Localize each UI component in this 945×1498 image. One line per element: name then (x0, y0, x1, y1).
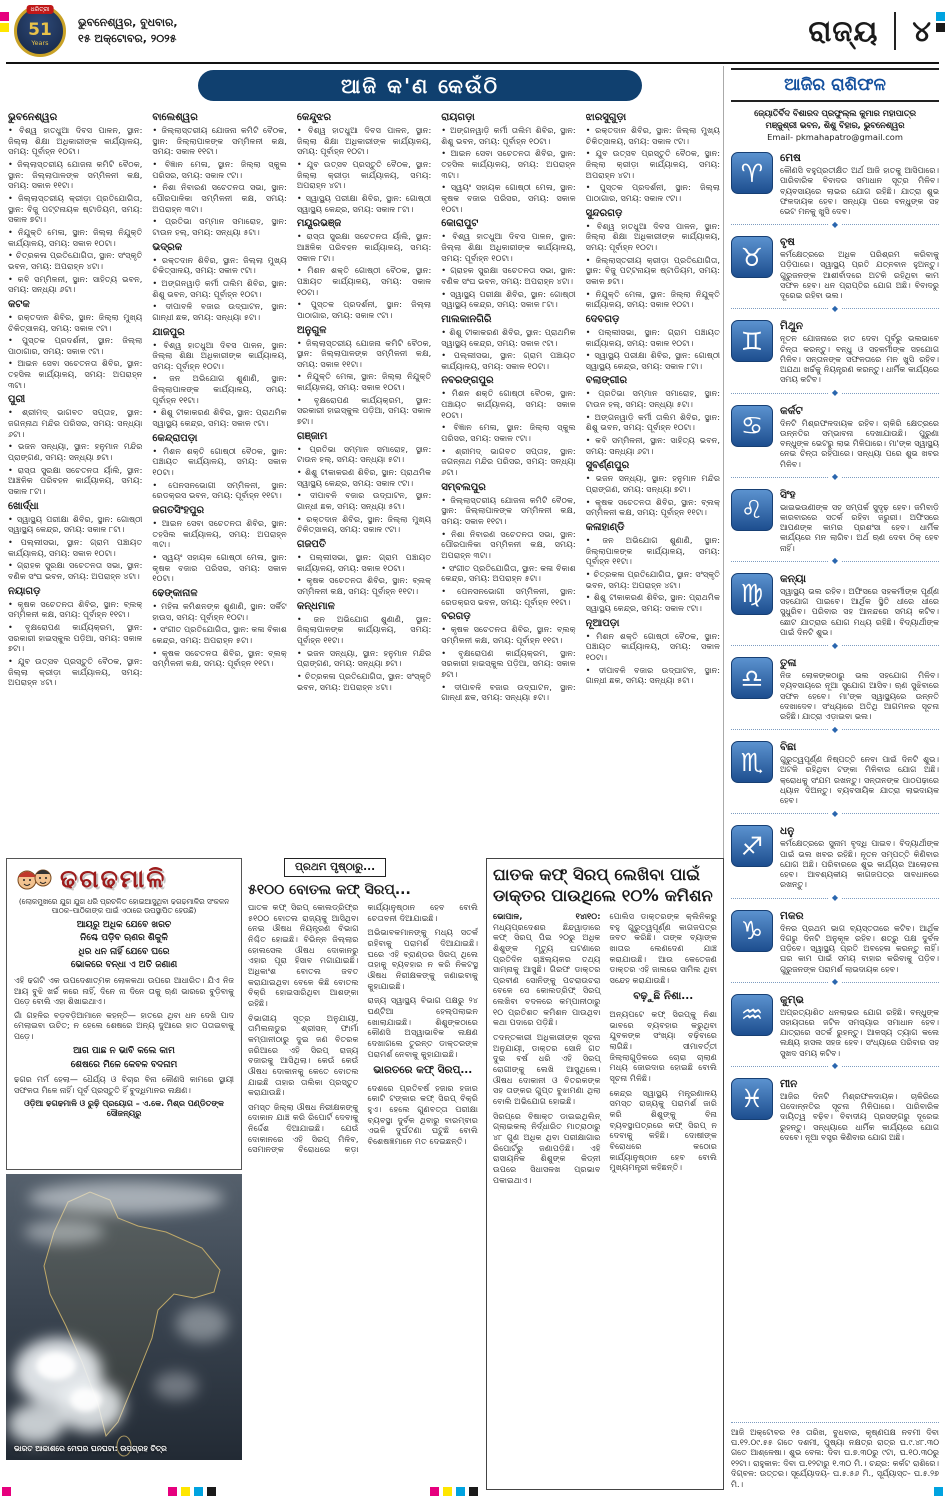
event-item: • ମହିଳା କମିଶନଙ୍କ ଶୁଣାଣି, ସ୍ଥାନ: ସର୍କିଟ ହାଉସ, ସମୟ: ପୂର୍ବାହ୍ନ ୧୦ଟା। (152, 600, 287, 622)
horoscope-entry (731, 818, 939, 893)
article-paragraph: ଘାତକ କଫ୍ ସିରପ୍ କୋଲଡ୍ରିଫ୍‌ର ୫୧୦୦ ବୋତଲ ରାଜ୍ୟକୁ ଆସିଥିବା ନେଇ ଔଷଧ ନିୟନ୍ତ୍ରଣ ବିଭାଗ ନିଶ୍ଚିତ ହୋଇଛି। ବିଭିନ୍ନ ଜିଲ୍ଲାର ହୋଲସେଲ ଔଷଧ ଦୋକାନରୁ ଏହାର ପୂରା ହିସାବ ମଗାଯାଇଛି। ଅଧିକାଂଶ ବୋତଲ ଜବତ କରାଯାଇଥିବା ବେଳେ କିଛି ବୋତଲ ବିକ୍ରି ହୋଇସାରିଥିବା ଆଶଙ୍କା ରହିଛି। (248, 902, 359, 1008)
diamond-icon: ◆ (831, 893, 839, 903)
article-paragraph: ଦେଶରେ ପ୍ରତିବର୍ଷ ହଜାର ହଜାର କୋଟି ଟଙ୍କାର କଫ୍ ସିରପ୍ ବିକ୍ରି ହୁଏ। ହେଲେ ଗୁଣବତ୍ତା ପରୀକ୍ଷା ବ୍ୟବସ୍ଥା ଦୁର୍ବଳ ଥିବାରୁ ବାରମ୍ବାର ଏଭଳି ଦୁର୍ଘଟଣା ଘଟୁଛି ବୋଲି ବିଶେଷଜ୍ଞମାନେ ମତ ଦେଇଛନ୍ତି। (367, 1082, 478, 1147)
zodiac-text: କର୍ମକ୍ଷେତ୍ରରେ ସୁନାମ ବୃଦ୍ଧି ପାଇବ। ବିଦ୍ୟାର୍ଥୀଙ୍କ ପାଇଁ ଭଲ ଖବର ରହିଛି। ନୂତନ ସମ୍ପତ୍ତି କିଣିବାର ଯୋଗ ଅଛି। ପରିବାରରେ ଶୁଭ କାର୍ଯ୍ୟର ଆଲୋଚନା ହେବ। ଆବଶ୍ୟକୀୟ କାଗଜପତ୍ର ସାବଧାନରେ ରଖନ୍ତୁ। (780, 839, 939, 890)
zodiac-text: ଭାଇଭଉଣୀଙ୍କ ସହ ସମ୍ପର୍କ ସୁଦୃଢ଼ ହେବ। ଜମିବାଡ଼ି କାରବାରରେ ସତର୍କ ରହିବା ଜରୁରୀ। ଅଫିସରେ ଆପଣଙ୍କ କାମର ପ୍ରଶଂସା ହେବ। ଧାର୍ମିକ କାର୍ଯ୍ୟରେ ମନ ଲାଗିବ। ଅର୍ଥ ଋଣ ଦେବା ଠିକ୍ ହେବ ନାହିଁ। (780, 502, 939, 553)
humor-paragraph: ଗାଁ ଗହଳିର ବଡ଼ବଡ଼ିଆମାନେ କହନ୍ତି— ହାତରେ ଥିବା ଧନ ଦେଖି ପାଦ ମେଲାଇବା ଉଚିତ; ନ ହେଲେ ଶେଷରେ ଅନ୍ୟ ଦୁଆରେ ହାତ ପତାଇବାକୁ ପଡ଼େ। (14, 1010, 234, 1041)
event-item: • ଚିତ୍ରକଳା ପ୍ରତିଯୋଗିତା, ସ୍ଥାନ: ସଂସ୍କୃତି ଭବନ, ସମୟ: ଅପରାହ୍ନ ୪ଟା। (8, 250, 143, 271)
listing-column (297, 108, 431, 854)
event-item: • ଜନ ଅଭିଯୋଗ ଶୁଣାଣି, ସ୍ଥାନ: ଜିଲ୍ଲାପାଳଙ୍କ କାର୍ଯ୍ୟାଳୟ, ସମୟ: ପୂର୍ବାହ୍ନ ୧୧ଟା। (296, 613, 432, 645)
zodiac-text: ଦିନର ପ୍ରଥମ ଭାଗ ବ୍ୟସ୍ତତାରେ କଟିବ। ଆର୍ଥିକ ଦିଗରୁ ଦିନଟି ଅନୁକୂଳ ରହିବ। ଶତ୍ରୁ ପକ୍ଷ ଦୁର୍ବଳ ପଡ଼ିବେ। ସ୍ୱାସ୍ଥ୍ୟ ପ୍ରତି ଅବହେଳା କରନ୍ତୁ ନାହିଁ। ଘର କାମ ପାଇଁ ସମୟ ବାହାର କରିବାକୁ ପଡ଼ିବ। ଗୁରୁଜନଙ୍କ ପରାମର୍ଶ ଲାଭଦାୟକ ହେବ। (780, 923, 939, 974)
registration-mark (936, 23, 945, 32)
city-heading: ନବରଙ୍ଗପୁର (441, 375, 494, 387)
astrologer-name: ଜ୍ୟୋତିର୍ବିଦ ବିଶାରଦ ପ୍ରଫୁଲ୍ଲ କୁମାର ମହାପାତ୍ର (754, 108, 916, 118)
event-item: • ଭଜନ ସନ୍ଧ୍ୟା, ସ୍ଥାନ: ହନୁମାନ ମନ୍ଦିର ପ୍ରାଙ୍ଗଣ, ସମୟ: ସନ୍ଧ୍ୟା ୭ଟା। (585, 473, 720, 495)
verse-line: ଆଗ ପାଛ ନ ଭାବି କଲେ କାମ (73, 1046, 175, 1057)
humor-credit: ଓଡ଼ିଆ ଢଗଢମାଳି ଓ ରୁଢ଼ି ପ୍ରୟୋଗ – ଏ.କେ. ମିଶ୍ର ପଣ୍ଡିତଙ୍କ ସୌଜନ୍ୟରୁ (24, 1099, 224, 1119)
event-item: • ରକ୍ତଦାନ ଶିବିର, ସ୍ଥାନ: ଜିଲ୍ଲା ମୁଖ୍ୟ ଚିକିତ୍ସାଳୟ, ସମୟ: ସକାଳ ୯ଟା। (585, 125, 720, 146)
event-item: • କୃଷକ ସଚେତନତା ଶିବିର, ସ୍ଥାନ: ବ୍ଲକ୍ ସମ୍ମିଳନୀ କକ୍ଷ, ସମୟ: ପୂର୍ବାହ୍ନ ୧୧ଟା। (441, 624, 576, 645)
zodiac-name: ସିଂହ (780, 488, 796, 501)
city-heading: ଭୁବନେଶ୍ୱର (8, 112, 58, 123)
event-item: • କୃଷକ ସଚେତନତା ଶିବିର, ସ୍ଥାନ: ବ୍ଲକ୍ ସମ୍ମିଳନୀ କକ୍ଷ, ସମୟ: ପୂର୍ବାହ୍ନ ୧୧ଟା। (296, 575, 432, 596)
event-item: • ଆଇନ ସେବା ସଚେତନତା ଶିବିର, ସ୍ଥାନ: ତହସିଲ କାର୍ଯ୍ୟାଳୟ, ସମୟ: ଅପରାହ୍ନ ୩ଟା। (152, 518, 287, 550)
event-item: • ଦୀପାବଳି ବଜାର ଉଦ୍‌ଘାଟନ, ସ୍ଥାନ: ଗାନ୍ଧୀ ଛକ, ସମୟ: ସନ୍ଧ୍ୟା ୫ଟା। (152, 301, 287, 322)
zodiac-name: କୁମ୍ଭ (780, 993, 804, 1006)
event-item: • ଦୀପାବଳି ବଜାର ଉଦ୍‌ଘାଟନ, ସ୍ଥାନ: ଗାନ୍ଧୀ ଛକ, ସମୟ: ସନ୍ଧ୍ୟା ୫ଟା। (296, 490, 432, 512)
event-item: • ବିଶ୍ୱ ହାତଧୁଆ ଦିବସ ପାଳନ, ସ୍ଥାନ: ଜିଲ୍ଲା ଶିକ୍ଷା ଅଧିକାରୀଙ୍କ କାର୍ଯ୍ୟାଳୟ, ସମୟ: ପୂର୍ବାହ୍ନ ୧୦ଟା। (296, 125, 432, 157)
horoscope-entry (731, 650, 939, 725)
zodiac-1-icon: ♈ (731, 152, 773, 194)
humor-subtitle: (ଲୋକମୁଖରେ ଯୁଗ ଯୁଗ ଧରି ପ୍ରଚଳିତ ହୋଇଆସୁଥିବା ଢଗଢମାଳିର ସଂକଳନ ପାଠକ–ପାଠିକାଙ୍କ ପାଇଁ ଏଠାରେ ଉପସ୍ଥାପିତ ହେଉଛି) (18, 897, 230, 916)
section-name: ରାଜ୍ୟ (808, 13, 879, 48)
city-heading: ମାଲକାନଗିରି (441, 313, 492, 325)
poem-line: ଧିର ଧନ ନାହିଁ ଯେବେ ଘରେ (78, 946, 170, 957)
event-item: • କବି ସମ୍ମିଳନୀ, ସ୍ଥାନ: ସାହିତ୍ୟ ଭବନ, ସମୟ: ସନ୍ଧ୍ୟା ୬ଟା। (8, 273, 143, 295)
section-banner: ଆଜି କ'ଣ କେଉଁଠି (198, 70, 642, 101)
zodiac-5-icon: ♌ (731, 489, 773, 531)
separator (731, 557, 939, 566)
event-item: • ପଲ୍ଲୀସଭା, ସ୍ଥାନ: ଗ୍ରାମ ପଞ୍ଚାୟତ କାର୍ଯ୍ୟାଳୟ, ସମୟ: ସକାଳ ୧୦ଟା। (296, 552, 432, 573)
horoscope-entry-body (780, 320, 939, 385)
horoscope-entry (731, 229, 939, 304)
horoscope-entry-body (780, 741, 939, 806)
zodiac-name: ଧନୁ (780, 825, 795, 838)
city-heading: ସୁବର୍ଣ୍ଣପୁର (585, 460, 630, 472)
event-item: • ବିଶ୍ୱ ହାତଧୁଆ ଦିବସ ପାଳନ, ସ୍ଥାନ: ଜିଲ୍ଲା ଶିକ୍ଷା ଅଧିକାରୀଙ୍କ କାର୍ଯ୍ୟାଳୟ, ସମୟ: ପୂର୍ବାହ୍ନ ୧୦ଟା। (441, 231, 576, 263)
diamond-icon: ◆ (831, 388, 839, 398)
zodiac-10-icon: ♑ (731, 910, 773, 952)
poem-line: ଆୟରୁ ଅଧିକ ଯେବେ ଖରଚ (76, 919, 172, 930)
article-paragraph: ବିଭାଗୀୟ ସୂତ୍ର ଅନୁଯାୟୀ, ତାମିଲନାଡୁର ଶ୍ରୀସନ୍ ଫାର୍ମା କମ୍ପାନୀଠାରୁ ଦୁଇ ଜଣ ବିତରକ ଜରିଆରେ ଏହି ସିରପ୍ ରାଜ୍ୟ ବଜାରକୁ ଆସିଥିଲା। କେଉଁ କେଉଁ ଔଷଧ ଦୋକାନକୁ କେତେ ବୋତଲ ଯାଇଛି ତାହାର ତାଲିକା ପ୍ରସ୍ତୁତ କରାଯାଉଛି। (248, 1012, 359, 1098)
satellite-map-graphic (6, 1174, 242, 1460)
event-item: • ସ୍ୱାସ୍ଥ୍ୟ ପରୀକ୍ଷା ଶିବିର, ସ୍ଥାନ: ଗୋଷ୍ଠୀ ସ୍ୱାସ୍ଥ୍ୟ କେନ୍ଦ୍ର, ସମୟ: ସକାଳ ୮ଟା। (585, 350, 720, 371)
humor-title: ଢଗଢମାଳି (60, 864, 167, 893)
article-paragraph: ସିରପ୍‌ରେ ବିଷାକ୍ତ ଡାଇଇଥିଲିନ୍ ଗ୍ଲାଇକଲ୍ ନିର୍ଦ୍ଧାରିତ ମାତ୍ରାଠାରୁ ୪୮ ଗୁଣ ଅଧିକ ଥିବା ପରୀକ୍ଷାଗାର ରିପୋର୍ଟରୁ ଜଣାପଡ଼ିଛି। ଏହି ରାସାୟନିକ ଶିଶୁଙ୍କ କିଡ୍‌ନୀ ଉପରେ ସିଧାସଳଖ ପ୍ରଭାବ ପକାଇଥାଏ। (493, 1110, 601, 1185)
zodiac-text: ଆଜିର ଦିନଟି ମିଶ୍ରଫଳଦାୟକ। ଚାକିରିରେ ପଦୋନ୍ନତିର ସୂଚନା ମିଳିପାରେ। ପାରିବାରିକ ଦାୟିତ୍ୱ ବଢ଼ିବ। ବିବାଦୀୟ ପ୍ରସଙ୍ଗରୁ ଦୂରେଇ ରୁହନ୍ତୁ। ସନ୍ଧ୍ୟାରେ ଧାର୍ମିକ କାର୍ଯ୍ୟରେ ଯୋଗ ଦେବେ। ନୂଆ ବସ୍ତ୍ର କିଣିବାର ଯୋଗ ଅଛି। (780, 1091, 939, 1142)
headline-line1: ଘାତକ କଫ୍ ସିରପ୍ ଲେଖିବା ପାଇଁ (493, 865, 700, 884)
event-item: • ଶ୍ରୀମଦ୍ ଭାଗବତ ସପ୍ତାହ, ସ୍ଥାନ: ଜଗନ୍ନାଥ ମନ୍ଦିର ପରିସର, ସମୟ: ସନ୍ଧ୍ୟା ୬ଟା। (8, 407, 143, 439)
newspaper-logo (14, 5, 66, 57)
city-heading: କଳାହାଣ୍ଡି (585, 522, 625, 534)
event-item: • ବୃକ୍ଷରୋପଣ କାର୍ଯ୍ୟକ୍ରମ, ସ୍ଥାନ: ସରକାରୀ ହାଇସ୍କୁଲ ପଡ଼ିଆ, ସମୟ: ସକାଳ ୭ଟା। (296, 394, 432, 427)
dateline-line2: ୧୫ ଅକ୍ଟୋବର, ୨୦୨୫ (78, 32, 177, 45)
event-item: • ଜିଲ୍ଲାସ୍ତରୀୟ କ୍ରୀଡ଼ା ପ୍ରତିଯୋଗିତା, ସ୍ଥାନ: ବିଜୁ ପଟ୍ଟନାୟକ ଷ୍ଟାଡିୟମ, ସମୟ: ସକାଳ ୭ଟା। (8, 192, 143, 225)
event-item: • ଯୁବ ଉତ୍ସବ ପ୍ରସ୍ତୁତି ବୈଠକ, ସ୍ଥାନ: ଜିଲ୍ଲା କ୍ରୀଡ଼ା କାର୍ଯ୍ୟାଳୟ, ସମୟ: ଅପରାହ୍ନ ୪ଟା। (296, 158, 432, 191)
event-item: • କୃଷକ ସଚେତନତା ଶିବିର, ସ୍ଥାନ: ବ୍ଲକ୍ ସମ୍ମିଳନୀ କକ୍ଷ, ସମୟ: ପୂର୍ବାହ୍ନ ୧୧ଟା। (8, 598, 143, 620)
diamond-icon: ◆ (831, 724, 839, 734)
page-number: ୪ (912, 13, 931, 48)
event-item: • ବୃକ୍ଷରୋପଣ କାର୍ଯ୍ୟକ୍ରମ, ସ୍ଥାନ: ସରକାରୀ ହାଇସ୍କୁଲ ପଡ଼ିଆ, ସମୟ: ସକାଳ ୭ଟା। (8, 621, 143, 654)
event-item: • ସଂଗୀତ ପ୍ରତିଯୋଗିତା, ସ୍ଥାନ: କଳା ବିକାଶ କେନ୍ଦ୍ର, ସମୟ: ଅପରାହ୍ନ ୫ଟା। (441, 562, 576, 584)
article-subhead: ଭାରତରେ କଫ୍ ସିରପ୍... (373, 1064, 473, 1077)
event-item: • ଅଙ୍ଗନୱାଡ଼ି କର୍ମୀ ତାଲିମ ଶିବିର, ସ୍ଥାନ: ଶିଶୁ ଭବନ, ସମୟ: ପୂର୍ବାହ୍ନ ୧୦ଟା। (585, 411, 720, 433)
zodiac-text: କର୍ମକ୍ଷେତ୍ରରେ ଅଧିକ ପରିଶ୍ରମ କରିବାକୁ ପଡ଼ିପାରେ। ସ୍ୱାସ୍ଥ୍ୟ ପ୍ରତି ଯତ୍ନବାନ ହୁଅନ୍ତୁ। ଗୁରୁଜନଙ୍କ ଆଶୀର୍ବାଦରେ ଅଟକି ରହିଥିବା କାମ ସଫଳ ହେବ। ଧନ ପ୍ରାପ୍ତିର ଯୋଗ ଅଛି। ବିବାଦରୁ ଦୂରେଇ ରହିବା ଭଲ। (780, 250, 939, 301)
masthead-right (808, 12, 931, 50)
horoscope-entry-body (780, 152, 939, 217)
horoscope-entry (731, 482, 939, 557)
article-paragraph: କେନ୍ଦ୍ର ସ୍ୱାସ୍ଥ୍ୟ ମନ୍ତ୍ରଣାଳୟ ସମସ୍ତ ରାଜ୍ୟକୁ ପରାମର୍ଶ ଜାରି କରି ଶିଶୁଙ୍କୁ ବିନା ବ୍ୟବସ୍ଥାପତ୍ରରେ କଫ୍ ସିରପ୍ ନ ଦେବାକୁ କହିଛି। ଦୋଷୀଙ୍କ ବିରୋଧରେ କଠୋର କାର୍ଯ୍ୟାନୁଷ୍ଠାନ ହେବ ବୋଲି ମୁଖ୍ୟମନ୍ତ୍ରୀ କହିଛନ୍ତି। (609, 1087, 717, 1173)
verse-line: ଶେଷରେ ମିଳେ କେବଳ ବଦନାମ (70, 1059, 178, 1070)
separator (731, 1062, 939, 1071)
article-paragraph: ଅନ୍ୟପଟେ କଫ୍ ସିରପ୍‌କୁ ନିଶା ଭାବରେ ବ୍ୟବହାର କରୁଥିବା ଯୁବକଙ୍କ ସଂଖ୍ୟା ବଢ଼ିବାରେ ଲାଗିଛି। ସୀମାବର୍ତ୍ତୀ ଜିଲ୍ଲାଗୁଡ଼ିକରେ ଚୋରା ଚାଲାଣ ମଧ୍ୟ ଜୋରଦାର ହୋଇଛି ବୋଲି ସୂଚନା ମିଳିଛି। (609, 1009, 717, 1084)
event-item: • ନିଶା ନିବାରଣ ସଚେତନତା ସଭା, ସ୍ଥାନ: ପୌରପାଳିକା ସମ୍ମିଳନୀ କକ୍ଷ, ସମୟ: ଅପରାହ୍ନ ୩ଟା। (152, 182, 287, 214)
article-a-headline: ୫୧୦୦ ବୋତଲ କଫ୍ ସିରପ୍... (248, 882, 411, 898)
event-item: • ପ୍ରତିଭା ସମ୍ମାନ ସମାରୋହ, ସ୍ଥାନ: ଟାଉନ ହଲ୍, ସମୟ: ସନ୍ଧ୍ୟା ୫ଟା। (585, 388, 720, 410)
event-item: • ପୁସ୍ତକ ପ୍ରଦର୍ଶନୀ, ସ୍ଥାନ: ଜିଲ୍ଲା ପାଠାଗାର, ସମୟ: ସକାଳ ୯ଟା। (8, 335, 143, 356)
masthead-rule (6, 62, 939, 64)
zodiac-11-icon: ♒ (731, 994, 773, 1036)
separator (731, 473, 939, 482)
separator (731, 641, 939, 650)
horoscope-header (731, 68, 939, 102)
listing-column (586, 108, 720, 854)
horoscope-title: ଆଜିର ରାଶିଫଳ (784, 75, 886, 95)
article-b-body (493, 911, 717, 1471)
event-item: • ଜିଲ୍ଲାସ୍ତରୀୟ କ୍ରୀଡ଼ା ପ୍ରତିଯୋଗିତା, ସ୍ଥାନ: ବିଜୁ ପଟ୍ଟନାୟକ ଷ୍ଟାଡିୟମ, ସମୟ: ସକାଳ ୭ଟା। (585, 254, 720, 286)
zodiac-text: ସ୍ୱାସ୍ଥ୍ୟ ଭଲ ରହିବ। ଅଫିସରେ ସହକର୍ମୀଙ୍କ ପୂର୍ଣ୍ଣ ସହଯୋଗ ପାଇବେ। ଆର୍ଥିକ ସ୍ଥିତି ଧୀରେ ଧୀରେ ସୁଧୁରିବ। ପରିବାର ସହ ଆନନ୍ଦରେ ସମୟ କଟିବ। ଛୋଟ ଯାତ୍ରାର ଯୋଗ ମଧ୍ୟ ରହିଛି। ବିଦ୍ୟାର୍ଥୀଙ୍କ ପାଇଁ ଦିନଟି ଶୁଭ। (780, 586, 939, 637)
diamond-icon: ◆ (831, 1061, 839, 1071)
astrologer-email: Email- pkmahapatro@gmail.com (767, 132, 903, 143)
article-paragraph: ଭୋପାଳ, ୧୪ା୧୦: ମଧ୍ୟପ୍ରଦେଶର ଛିନ୍ଦୱାଡ଼ାରେ କଫ୍ ସିରପ୍ ପିଇ ୨୦ରୁ ଅଧିକ ଶିଶୁଙ୍କ ମୃତ୍ୟୁ ଘଟଣାରେ ପ୍ରତିଦିନ ଚାଞ୍ଚଲ୍ୟକର ତଥ୍ୟ ସାମ୍ନାକୁ ଆସୁଛି। ଗିରଫ ଡାକ୍ତର ପ୍ରବୀଣ ସୋନିଙ୍କୁ ପଚରାଉଚରା ବେଳେ ସେ କୋଲଡ୍ରିଫ୍ ସିରପ୍ ଲେଖିବା ବଦଳରେ କମ୍ପାନୀଠାରୁ ୧୦ ପ୍ରତିଶତ କମିଶନ ପାଉଥିବା କଥା ପଦାରେ ପଡ଼ିଛି। (493, 910, 601, 1028)
registration-mark (936, 12, 945, 21)
headline-line2: ଡାକ୍ତର ପାଉଥିଲେ ୧୦% କମିଶନ (493, 886, 713, 906)
horoscope-entry (731, 313, 939, 388)
panchang-footer: ଆଜି ଅକ୍ଟୋବର ୧୫ ତାରିଖ, ବୁଧବାର, କୃଷ୍ଣପକ୍ଷ ନବମୀ ଦିବା ଘ.୧୨.୦୯.୫୫ ଗତେ ଦଶମୀ, ପୁଷ୍ୟା ନକ୍ଷତ୍ର ରାତ୍ର ଘ.୯.୪୮.୩୦ ଗତେ ଆଶ୍ଳେଷା। ଶୁଭ ବେଳା: ଦିବା ଘ.୭.୩୦ରୁ ୯ଟା, ଘ.୧୦.୩୦ରୁ ୧୨ଟା। ରାହୁକାଳ: ଦିବା ଘ.୧୨ଟାରୁ ୧.୩୦ ମି.। ଚନ୍ଦ୍ର: କର୍କଟ ରାଶିରେ। ଦିଗ୍‌ବଳ: ଉତ୍ତର। ସୂର୍ଯ୍ୟୋଦୟ- ଘ.୫.୫୬ ମି., ସୂର୍ଯ୍ୟାସ୍ତ- ଘ.୫.୨୭ ମି.। (731, 1422, 939, 1490)
article-paragraph: ରାଜ୍ୟ ସ୍ୱାସ୍ଥ୍ୟ ବିଭାଗ ପକ୍ଷରୁ ୨୪ ଘଣ୍ଟିଆ ହେଲ୍ପଲାଇନ ଖୋଲାଯାଇଛି। ଶିଶୁଙ୍କଠାରେ କୌଣସି ଅସ୍ୱାଭାବିକ ଲକ୍ଷଣ ଦେଖାଗଲେ ତୁରନ୍ତ ଡାକ୍ତରଙ୍କ ପରାମର୍ଶ ନେବାକୁ କୁହାଯାଇଛି। (367, 995, 478, 1059)
event-item: • ଜନ ଅଭିଯୋଗ ଶୁଣାଣି, ସ୍ଥାନ: ଜିଲ୍ଲାପାଳଙ୍କ କାର୍ଯ୍ୟାଳୟ, ସମୟ: ପୂର୍ବାହ୍ନ ୧୧ଟା। (585, 535, 720, 567)
zodiac-name: କର୍କଟ (780, 404, 803, 417)
city-heading: ଗଞ୍ଜାମ (296, 430, 328, 442)
zodiac-name: ବୃଷ (780, 236, 795, 249)
zodiac-4-icon: ♋ (731, 405, 773, 447)
article-paragraph: ଅଭିଭାବକମାନଙ୍କୁ ମଧ୍ୟ ସତର୍କ ରହିବାକୁ ପରାମର୍ଶ ଦିଆଯାଇଛି। ଘରେ ଏହି ବ୍ରାଣ୍ଡର ସିରପ୍ ଥିଲେ ତାହାକୁ ବ୍ୟବହାର ନ କରି ନିକଟସ୍ଥ ଔଷଧ ନିରୀକ୍ଷକଙ୍କୁ ଜଣାଇବାକୁ କୁହାଯାଇଛି। (367, 927, 478, 991)
zodiac-text: ଦିନଟି ମିଶ୍ରଫଳଦାୟକ ରହିବ। ଚାକିରି କ୍ଷେତ୍ରରେ ଉନ୍ନତିର ସମ୍ଭାବନା ଦେଖାଯାଉଛି। ପୁରୁଣା ବନ୍ଧୁଙ୍କ ଭେଟରୁ ଲାଭ ମିଳିପାରେ। ମା'ଙ୍କ ସ୍ୱାସ୍ଥ୍ୟ ନେଇ ଚିନ୍ତା ରହିପାରେ। ସନ୍ଧ୍ୟା ପରେ ଶୁଭ ଖବର ମିଳିବ। (780, 418, 939, 469)
event-item: • ଯୁବ ଉତ୍ସବ ପ୍ରସ୍ତୁତି ବୈଠକ, ସ୍ଥାନ: ଜିଲ୍ଲା କ୍ରୀଡ଼ା କାର୍ଯ୍ୟାଳୟ, ସମୟ: ଅପରାହ୍ନ ୪ଟା। (8, 655, 143, 688)
article-paragraph: ପୋଲିସ ଡାକ୍ତରଙ୍କ କ୍ଲିନିକରୁ ବହୁ ଗୁରୁତ୍ୱପୂର୍ଣ୍ଣ କାଗଜପତ୍ର ଜବତ କରିଛି। ତାଙ୍କ ବ୍ୟାଙ୍କ ଖାତାର ଲେଣଦେଣ ଯାଞ୍ଚ କରାଯାଉଛି। ଆଉ କେତେଜଣ ଡାକ୍ତର ଏହି ଜାଲରେ ସାମିଲ ଥିବା ସନ୍ଦେହ କରାଯାଉଛି। (609, 910, 717, 985)
horoscope-entry-body (780, 910, 939, 975)
horoscope-entry (731, 566, 939, 641)
registration-mark (207, 1487, 216, 1496)
event-item: • ବିଶ୍ୱ ହାତଧୁଆ ଦିବସ ପାଳନ, ସ୍ଥାନ: ଜିଲ୍ଲା ଶିକ୍ଷା ଅଧିକାରୀଙ୍କ କାର୍ଯ୍ୟାଳୟ, ସମୟ: ପୂର୍ବାହ୍ନ ୧୦ଟା। (152, 339, 287, 371)
city-heading: ରାୟଗଡ଼ା (441, 112, 475, 123)
zodiac-9-icon: ♐ (731, 825, 773, 867)
event-item: • ଗ୍ରାହକ ସୁରକ୍ଷା ସଚେତନତା ସଭା, ସ୍ଥାନ: ବଣିକ ସଂଘ ଭବନ, ସମୟ: ଅପରାହ୍ନ ୪ଟା। (441, 265, 576, 286)
event-item: • ରାସ୍ତା ସୁରକ୍ଷା ସଚେତନତା ର୍ୟାଲି, ସ୍ଥାନ: ଆଞ୍ଚଳିକ ପରିବହନ କାର୍ଯ୍ୟାଳୟ, ସମୟ: ସକାଳ ୮ଟା। (296, 231, 432, 263)
article-a-body (248, 902, 478, 1484)
event-item: • ପୁସ୍ତକ ପ୍ରଦର୍ଶନୀ, ସ୍ଥାନ: ଜିଲ୍ଲା ପାଠାଗାର, ସମୟ: ସକାଳ ୯ଟା। (585, 182, 720, 203)
horoscope-column (731, 68, 939, 1490)
event-item: • ଗ୍ରାହକ ସୁରକ୍ଷା ସଚେତନତା ସଭା, ସ୍ଥାନ: ବଣିକ ସଂଘ ଭବନ, ସମୟ: ଅପରାହ୍ନ ୪ଟା। (8, 560, 143, 581)
event-item: • ରକ୍ତଦାନ ଶିବିର, ସ୍ଥାନ: ଜିଲ୍ଲା ମୁଖ୍ୟ ଚିକିତ୍ସାଳୟ, ସମୟ: ସକାଳ ୯ଟା। (152, 254, 287, 276)
dateline: ଭୋପାଳ, ୧୪ା୧୦: (493, 910, 601, 921)
weather-caption: ଭାରତ ଆକାଶରେ ମେଘର ଘନଘଟା: ଉପଗ୍ରହ ଚିତ୍ର (14, 1444, 167, 1453)
event-item: • ଶିଶୁ ଟୀକାକରଣ ଶିବିର, ସ୍ଥାନ: ପ୍ରାଥମିକ ସ୍ୱାସ୍ଥ୍ୟ କେନ୍ଦ୍ର, ସମୟ: ସକାଳ ୯ଟା। (152, 407, 287, 429)
city-heading: ସମ୍ବଲପୁର (441, 481, 486, 493)
city-heading: ଅନୁଗୁଳ (296, 324, 327, 336)
city-heading: ଦେବଗଡ଼ (585, 313, 620, 325)
cartoon-faces-icon (14, 863, 54, 895)
event-item: • ଭଜନ ସନ୍ଧ୍ୟା, ସ୍ଥାନ: ହନୁମାନ ମନ୍ଦିର ପ୍ରାଙ୍ଗଣ, ସମୟ: ସନ୍ଧ୍ୟା ୭ଟା। (8, 441, 143, 463)
zodiac-8-icon: ♏ (731, 741, 773, 783)
city-heading: ଯାଜପୁର (152, 326, 185, 338)
zodiac-name: ମିଥୁନ (780, 320, 803, 333)
article-follow-up (248, 882, 478, 1490)
event-item: • ଶିଶୁ ଟୀକାକରଣ ଶିବିର, ସ୍ଥାନ: ପ୍ରାଥମିକ ସ୍ୱାସ୍ଥ୍ୟ କେନ୍ଦ୍ର, ସମୟ: ସକାଳ ୯ଟା। (296, 467, 432, 488)
divider (894, 12, 896, 50)
horoscope-entry-body (780, 657, 939, 722)
event-item: • ଜନ ଅଭିଯୋଗ ଶୁଣାଣି, ସ୍ଥାନ: ଜିଲ୍ଲାପାଳଙ୍କ କାର୍ଯ୍ୟାଳୟ, ସମୟ: ପୂର୍ବାହ୍ନ ୧୧ଟା। (152, 373, 287, 405)
city-heading: ଜଗତସିଂହପୁର (152, 505, 205, 517)
zodiac-text: କୌଣସି ବହୁପ୍ରତୀକ୍ଷିତ ଅର୍ଥ ଆଜି ହାତକୁ ଆସିପାରେ। ପାରିବାରିକ ବିବାଦର ସମାଧାନ ସୂତ୍ର ମିଳିବ। ବ୍ୟବସାୟରେ ଲାଭର ଯୋଗ ରହିଛି। ଯାତ୍ରା ଶୁଭ ଫଳଦାୟକ ହେବ। ସନ୍ଧ୍ୟା ପରେ ବନ୍ଧୁଙ୍କ ସହ ଭେଟ ମନକୁ ଖୁସି ଦେବ। (780, 166, 939, 216)
registration-mark (181, 1487, 190, 1496)
separator (731, 978, 939, 987)
city-heading: କନ୍ଧମାଳ (296, 600, 335, 612)
city-heading: ଗଜପତି (296, 539, 327, 550)
horoscope-entry (731, 903, 939, 978)
event-item: • ପେନସନଭୋଗୀ ସମ୍ମିଳନୀ, ସ୍ଥାନ: ରେଡକ୍ରସ ଭବନ, ସମୟ: ପୂର୍ବାହ୍ନ ୧୧ଟା। (441, 585, 576, 607)
horoscope-entry-body (780, 1078, 939, 1143)
event-item: • ସ୍ୱୟଂ ସହାୟକ ଗୋଷ୍ଠୀ ମେଳା, ସ୍ଥାନ: କୃଷକ ବଜାର ପରିସର, ସମୟ: ସକାଳ ୧୦ଟା। (152, 552, 287, 584)
registration-mark (168, 1487, 177, 1496)
separator (731, 304, 939, 313)
horoscope-list (731, 145, 939, 1146)
listings-columns (8, 108, 720, 854)
diamond-icon: ◆ (831, 219, 839, 229)
city-heading: ଢେଙ୍କାନାଳ (152, 587, 198, 599)
city-heading: ବରଗଡ଼ (441, 611, 471, 623)
zodiac-name: ତୁଳା (780, 657, 797, 670)
zodiac-name: ମେଷ (780, 152, 801, 165)
event-item: • ପ୍ରତିଭା ସମ୍ମାନ ସମାରୋହ, ସ୍ଥାନ: ଟାଉନ ହଲ୍, ସମୟ: ସନ୍ଧ୍ୟା ୫ଟା। (152, 216, 287, 237)
event-item: • ଚିତ୍ରକଳା ପ୍ରତିଯୋଗିତା, ସ୍ଥାନ: ସଂସ୍କୃତି ଭବନ, ସମୟ: ଅପରାହ୍ନ ୪ଟା। (585, 569, 720, 590)
diamond-icon: ◆ (831, 640, 839, 650)
event-item: • ମିଶନ ଶକ୍ତି ଗୋଷ୍ଠୀ ବୈଠକ, ସ୍ଥାନ: ପଞ୍ଚାୟତ କାର୍ଯ୍ୟାଳୟ, ସମୟ: ସକାଳ ୧୦ଟା। (441, 388, 576, 420)
event-item: • ନିଶା ନିବାରଣ ସଚେତନତା ସଭା, ସ୍ଥାନ: ପୌରପାଳିକା ସମ୍ମିଳନୀ କକ୍ଷ, ସମୟ: ଅପରାହ୍ନ ୩ଟା। (441, 528, 576, 560)
horoscope-entry-body (780, 489, 939, 554)
event-item: • ଭଜନ ସନ୍ଧ୍ୟା, ସ୍ଥାନ: ହନୁମାନ ମନ୍ଦିର ପ୍ରାଙ୍ଗଣ, ସମୟ: ସନ୍ଧ୍ୟା ୭ଟା। (296, 647, 432, 669)
event-item: • ମିଶନ ଶକ୍ତି ଗୋଷ୍ଠୀ ବୈଠକ, ସ୍ଥାନ: ପଞ୍ଚାୟତ କାର୍ଯ୍ୟାଳୟ, ସମୟ: ସକାଳ ୧୦ଟା। (152, 445, 287, 478)
event-item: • ଜିଲ୍ଲାସ୍ତରୀୟ ଯୋଜନା କମିଟି ବୈଠକ, ସ୍ଥାନ: ଜିଲ୍ଲାପାଳଙ୍କ ସମ୍ମିଳନୀ କକ୍ଷ, ସମୟ: ସକାଳ ୧୧ଟା। (8, 158, 143, 191)
city-heading: କେନ୍ଦୁଝର (296, 112, 332, 123)
horoscope-entry (731, 987, 939, 1062)
listing-column (152, 108, 286, 854)
event-item: • କୃଷକ ସଚେତନତା ଶିବିର, ସ୍ଥାନ: ବ୍ଲକ୍ ସମ୍ମିଳନୀ କକ୍ଷ, ସମୟ: ପୂର୍ବାହ୍ନ ୧୧ଟା। (152, 647, 287, 669)
article-cough-syrup (486, 858, 724, 1490)
dateline-line1: ଭୁବନେଶ୍ୱର, ବୁଧବାର, (78, 15, 178, 29)
city-heading: କେନ୍ଦ୍ରାପଡ଼ା (152, 432, 198, 444)
city-heading: ପୁରୀ (8, 394, 26, 406)
logo-ribbon: ଧରିତ୍ରୀ (27, 5, 54, 14)
zodiac-name: କନ୍ୟା (780, 572, 807, 585)
humor-column (6, 858, 242, 1170)
event-item: • ରାସ୍ତା ସୁରକ୍ଷା ସଚେତନତା ର୍ୟାଲି, ସ୍ଥାନ: ଆଞ୍ଚଳିକ ପରିବହନ କାର୍ଯ୍ୟାଳୟ, ସମୟ: ସକାଳ ୮ଟା। (8, 464, 143, 497)
event-item: • ନିଯୁକ୍ତି ମେଳା, ସ୍ଥାନ: ଜିଲ୍ଲା ନିଯୁକ୍ତି କାର୍ଯ୍ୟାଳୟ, ସମୟ: ସକାଳ ୧୦ଟା। (296, 371, 432, 393)
event-item: • ରକ୍ତଦାନ ଶିବିର, ସ୍ଥାନ: ଜିଲ୍ଲା ମୁଖ୍ୟ ଚିକିତ୍ସାଳୟ, ସମୟ: ସକାଳ ୯ଟା। (8, 311, 143, 333)
poem-line: ଭୋକରେ ବନ୍ଧା ଏ ଅତି ଜଣାଣ (70, 960, 178, 971)
event-item: • ପଲ୍ଲୀସଭା, ସ୍ଥାନ: ଗ୍ରାମ ପଞ୍ଚାୟତ କାର୍ଯ୍ୟାଳୟ, ସମୟ: ସକାଳ ୧୦ଟା। (441, 350, 576, 371)
horoscope-entry (731, 1071, 939, 1146)
article-subhead: ବଢ଼ୁଛି ନିଶା... (633, 990, 694, 1003)
zodiac-2-icon: ♉ (731, 236, 773, 278)
horoscope-entry-body (780, 994, 939, 1059)
event-item: • ବିଶ୍ୱ ହାତଧୁଆ ଦିବସ ପାଳନ, ସ୍ଥାନ: ଜିଲ୍ଲା ଶିକ୍ଷା ଅଧିକାରୀଙ୍କ କାର୍ଯ୍ୟାଳୟ, ସମୟ: ପୂର୍ବାହ୍ନ ୧୦ଟା। (8, 125, 143, 157)
poem-line: ନିଶ୍ଚେ ପଡ଼ିବ ଋଣର ଶିକୁଳି (80, 933, 168, 944)
event-item: • ବିଜ୍ଞାନ ମେଳା, ସ୍ଥାନ: ଜିଲ୍ଲା ସ୍କୁଲ ପରିସର, ସମୟ: ସକାଳ ୯ଟା। (152, 158, 287, 180)
event-item: • ଆଇନ ସେବା ସଚେତନତା ଶିବିର, ସ୍ଥାନ: ତହସିଲ କାର୍ଯ୍ୟାଳୟ, ସମୟ: ଅପରାହ୍ନ ୩ଟା। (8, 358, 143, 390)
humor-paragraph: ଢଗର ମର୍ମ ହେଲା— ଧୈର୍ଯ୍ୟ ଓ ବିଚାର ବିନା କୌଣସି କାମରେ ସ୍ଥାୟୀ ସଫଳତା ମିଳେ ନାହିଁ। ପୂର୍ବ ପ୍ରସ୍ତୁତି ହିଁ ବୁଦ୍ଧିମାନର ଲକ୍ଷଣ। (14, 1075, 234, 1095)
event-item: • ଶିଶୁ ଟୀକାକରଣ ଶିବିର, ସ୍ଥାନ: ପ୍ରାଥମିକ ସ୍ୱାସ୍ଥ୍ୟ କେନ୍ଦ୍ର, ସମୟ: ସକାଳ ୯ଟା। (441, 326, 576, 348)
city-heading: କୋରାପୁଟ (441, 218, 479, 230)
event-item: • ଅଙ୍ଗନୱାଡ଼ି କର୍ମୀ ତାଲିମ ଶିବିର, ସ୍ଥାନ: ଶିଶୁ ଭବନ, ସମୟ: ପୂର୍ବାହ୍ନ ୧୦ଟା। (441, 125, 576, 146)
event-item: • ପେନସନଭୋଗୀ ସମ୍ମିଳନୀ, ସ୍ଥାନ: ରେଡକ୍ରସ ଭବନ, ସମୟ: ପୂର୍ବାହ୍ନ ୧୧ଟା। (152, 479, 287, 501)
event-item: • ପଲ୍ଲୀସଭା, ସ୍ଥାନ: ଗ୍ରାମ ପଞ୍ଚାୟତ କାର୍ଯ୍ୟାଳୟ, ସମୟ: ସକାଳ ୧୦ଟା। (585, 326, 720, 348)
horoscope-entry-body (780, 573, 939, 638)
event-item: • ନିଯୁକ୍ତି ମେଳା, ସ୍ଥାନ: ଜିଲ୍ଲା ନିଯୁକ୍ତି କାର୍ଯ୍ୟାଳୟ, ସମୟ: ସକାଳ ୧୦ଟା। (8, 226, 143, 248)
humor-header (14, 863, 234, 895)
horoscope-entry-body (780, 405, 939, 470)
zodiac-text: ଅପ୍ରତ୍ୟାଶିତ ଧନଲାଭର ଯୋଗ ରହିଛି। ବନ୍ଧୁଙ୍କ ସହାୟତାରେ ଜଟିଳ ସମସ୍ୟାର ସମାଧାନ ହେବ। ଯାତ୍ରାରେ ସତର୍କ ରୁହନ୍ତୁ। ଆଳସ୍ୟ ତ୍ୟାଗ କଲେ ଲକ୍ଷ୍ୟ ହାସଲ ସହଜ ହେବ। ସଂଧ୍ୟାରେ ପରିବାର ସହ ସୁଖଦ ସମୟ କଟିବ। (780, 1007, 939, 1058)
event-item: • ଜିଲ୍ଲାସ୍ତରୀୟ ଯୋଜନା କମିଟି ବୈଠକ, ସ୍ଥାନ: ଜିଲ୍ଲାପାଳଙ୍କ ସମ୍ମିଳନୀ କକ୍ଷ, ସମୟ: ସକାଳ ୧୧ଟା। (296, 337, 432, 369)
zodiac-text: ନିଜ ଲୋକଙ୍କଠାରୁ ଭଲ ସହଯୋଗ ମିଳିବ। ବ୍ୟବସାୟରେ ନୂଆ ସୁଯୋଗ ଆସିବ। ଋଣ ସୁଝିବାରେ ସଫଳ ହେବେ। ମା'ଙ୍କ ସ୍ୱାସ୍ଥ୍ୟରେ ଉନ୍ନତି ଦେଖାଦେବ। ସଂଧ୍ୟାରେ ଅତିଥି ଆଗମନର ସୂଚନା ରହିଛି। ଯାତ୍ରା ଏଡ଼ାଇବା ଭଲ। (780, 671, 939, 722)
event-item: • ସ୍ୱାସ୍ଥ୍ୟ ପରୀକ୍ଷା ଶିବିର, ସ୍ଥାନ: ଗୋଷ୍ଠୀ ସ୍ୱାସ୍ଥ୍ୟ କେନ୍ଦ୍ର, ସମୟ: ସକାଳ ୮ଟା। (441, 288, 576, 310)
astrologer-address: ମଞ୍ଜୁଶ୍ରୀ ଭବନ, ଶିଶୁ ବିହାର, ଭୁବନେଶ୍ୱର (765, 120, 905, 131)
listing-column (441, 108, 575, 854)
masthead (14, 4, 931, 58)
city-heading: ବାଲେଶ୍ୱର (152, 112, 198, 123)
city-heading: ନୂଆପଡ଼ା (585, 617, 620, 629)
weather-satellite-image (6, 1174, 242, 1460)
event-item: • ଜିଲ୍ଲାସ୍ତରୀୟ ଯୋଜନା କମିଟି ବୈଠକ, ସ୍ଥାନ: ଜିଲ୍ଲାପାଳଙ୍କ ସମ୍ମିଳନୀ କକ୍ଷ, ସମୟ: ସକାଳ ୧୧ଟା। (152, 125, 287, 157)
registration-mark (194, 1487, 203, 1496)
zodiac-3-icon: ♊ (731, 320, 773, 362)
zodiac-7-icon: ♎ (731, 657, 773, 699)
separator (731, 389, 939, 398)
horoscope-entry (731, 398, 939, 473)
diamond-icon: ◆ (831, 977, 839, 987)
event-item: • ବିଜ୍ଞାନ ମେଳା, ସ୍ଥାନ: ଜିଲ୍ଲା ସ୍କୁଲ ପରିସର, ସମୟ: ସକାଳ ୯ଟା। (441, 422, 576, 444)
event-item: • କୃଷକ ସଚେତନତା ଶିବିର, ସ୍ଥାନ: ବ୍ଲକ୍ ସମ୍ମିଳନୀ କକ୍ଷ, ସମୟ: ପୂର୍ବାହ୍ନ ୧୧ଟା। (585, 496, 720, 518)
humor-body (14, 919, 234, 1096)
zodiac-6-icon: ♍ (731, 573, 773, 615)
zodiac-name: ମକର (780, 909, 804, 922)
logo-years: 51 (28, 19, 52, 40)
listing-column (8, 108, 142, 854)
dateline (78, 15, 178, 48)
event-item: • ଆଇନ ସେବା ସଚେତନତା ଶିବିର, ସ୍ଥାନ: ତହସିଲ କାର୍ଯ୍ୟାଳୟ, ସମୟ: ଅପରାହ୍ନ ୩ଟା। (441, 148, 576, 180)
event-item: • ପୁସ୍ତକ ପ୍ରଦର୍ଶନୀ, ସ୍ଥାନ: ଜିଲ୍ଲା ପାଠାଗାର, ସମୟ: ସକାଳ ୯ଟା। (296, 299, 432, 320)
event-item: • ଶିଶୁ ଟୀକାକରଣ ଶିବିର, ସ୍ଥାନ: ପ୍ରାଥମିକ ସ୍ୱାସ୍ଥ୍ୟ କେନ୍ଦ୍ର, ସମୟ: ସକାଳ ୯ଟା। (585, 592, 720, 613)
event-item: • କବି ସମ୍ମିଳନୀ, ସ୍ଥାନ: ସାହିତ୍ୟ ଭବନ, ସମୟ: ସନ୍ଧ୍ୟା ୬ଟା। (585, 435, 720, 456)
from-page-one-tag: ପ୍ରଥମ ପୃଷ୍ଠାରୁ... (284, 858, 386, 877)
horoscope-entry (731, 734, 939, 809)
registration-mark (0, 12, 9, 21)
event-item: • ସ୍ୱାସ୍ଥ୍ୟ ପରୀକ୍ଷା ଶିବିର, ସ୍ଥାନ: ଗୋଷ୍ଠୀ ସ୍ୱାସ୍ଥ୍ୟ କେନ୍ଦ୍ର, ସମୟ: ସକାଳ ୮ଟା। (8, 513, 143, 535)
horoscope-entry-body (780, 236, 939, 301)
humor-paragraph: ଏହି ଢଗଟି ଏକ ଉପଦେଶାତ୍ମକ ଲୋକକଥା ଉପରେ ଆଧାରିତ। ଯିଏ ନିଜ ଆୟ ବୁଝି ଖର୍ଚ୍ଚ କରେ ନାହିଁ, ଦିନେ ନା ଦିନେ ତାକୁ ଋଣ ଭାରରେ ବୁଡ଼ିବାକୁ ପଡ଼େ ବୋଲି ଏହା ଶିଖାଇଥାଏ। (14, 975, 234, 1007)
separator (731, 725, 939, 734)
article-paragraph: ସମସ୍ତ ଜିଲ୍ଲା ଔଷଧ ନିରୀକ୍ଷକଙ୍କୁ ଦୋକାନ ଯାଞ୍ଚ କରି ରିପୋର୍ଟ ଦେବାକୁ ନିର୍ଦ୍ଦେଶ ଦିଆଯାଇଛି। ଯେଉଁ ଦୋକାନରେ ଏହି ସିରପ୍ ମିଳିବ, ସେମାନଙ୍କ ବିରୋଧରେ କଡ଼ା କାର୍ଯ୍ୟାନୁଷ୍ଠାନ ହେବ ବୋଲି ଚେତାବନୀ ଦିଆଯାଇଛି। (248, 902, 478, 1155)
event-item: • ଜିଲ୍ଲାସ୍ତରୀୟ ଯୋଜନା କମିଟି ବୈଠକ, ସ୍ଥାନ: ଜିଲ୍ଲାପାଳଙ୍କ ସମ୍ମିଳନୀ କକ୍ଷ, ସମୟ: ସକାଳ ୧୧ଟା। (441, 494, 576, 527)
event-item: • ନିଯୁକ୍ତି ମେଳା, ସ୍ଥାନ: ଜିଲ୍ଲା ନିଯୁକ୍ତି କାର୍ଯ୍ୟାଳୟ, ସମୟ: ସକାଳ ୧୦ଟା। (585, 288, 720, 310)
event-item: • ପ୍ରତିଭା ସମ୍ମାନ ସମାରୋହ, ସ୍ଥାନ: ଟାଉନ ହଲ୍, ସମୟ: ସନ୍ଧ୍ୟା ୫ଟା। (296, 443, 432, 465)
diamond-icon: ◆ (831, 808, 839, 818)
city-heading: ବଲାଙ୍ଗୀର (585, 375, 628, 387)
zodiac-text: ଗୁରୁତ୍ୱପୂର୍ଣ୍ଣ ନିଷ୍ପତ୍ତି ନେବା ପାଇଁ ଦିନଟି ଶୁଭ। ଅଟକି ରହିଥିବା ଟଙ୍କା ମିଳିବାର ଯୋଗ ଅଛି। କ୍ରୋଧକୁ ସଂଯମ ରଖନ୍ତୁ। ସନ୍ତାନଙ୍କ ପାଠପଢ଼ାରେ ଧ୍ୟାନ ଦିଅନ୍ତୁ। ବ୍ୟବସାୟିକ ଯାତ୍ରା ଲାଭଦାୟକ ହେବ। (780, 755, 939, 806)
event-item: • ବିଶ୍ୱ ହାତଧୁଆ ଦିବସ ପାଳନ, ସ୍ଥାନ: ଜିଲ୍ଲା ଶିକ୍ଷା ଅଧିକାରୀଙ୍କ କାର୍ଯ୍ୟାଳୟ, ସମୟ: ପୂର୍ବାହ୍ନ ୧୦ଟା। (585, 220, 720, 252)
city-heading: ଝାରସୁଗୁଡ଼ା (585, 112, 627, 123)
city-heading: ନୟାଗଡ଼ (8, 585, 41, 597)
event-item: • ମିଶନ ଶକ୍ତି ଗୋଷ୍ଠୀ ବୈଠକ, ସ୍ଥାନ: ପଞ୍ଚାୟତ କାର୍ଯ୍ୟାଳୟ, ସମୟ: ସକାଳ ୧୦ଟା। (585, 630, 720, 662)
city-heading: ମୟୂରଭଞ୍ଜ (296, 218, 342, 230)
city-heading: ସୁନ୍ଦରଗଡ଼ (585, 207, 623, 219)
horoscope-entry (731, 145, 939, 220)
logo-years-label: Years (31, 38, 49, 47)
diamond-icon: ◆ (831, 303, 839, 313)
event-item: • ମିଶନ ଶକ୍ତି ଗୋଷ୍ଠୀ ବୈଠକ, ସ୍ଥାନ: ପଞ୍ଚାୟତ କାର୍ଯ୍ୟାଳୟ, ସମୟ: ସକାଳ ୧୦ଟା। (296, 265, 432, 297)
event-item: • ସ୍ୱାସ୍ଥ୍ୟ ପରୀକ୍ଷା ଶିବିର, ସ୍ଥାନ: ଗୋଷ୍ଠୀ ସ୍ୱାସ୍ଥ୍ୟ କେନ୍ଦ୍ର, ସମୟ: ସକାଳ ୮ଟା। (296, 192, 432, 214)
city-heading: କଟକ (8, 298, 30, 310)
astrologer-byline (731, 107, 939, 143)
event-item: • ବୃକ୍ଷରୋପଣ କାର୍ଯ୍ୟକ୍ରମ, ସ୍ଥାନ: ସରକାରୀ ହାଇସ୍କୁଲ ପଡ଼ିଆ, ସମୟ: ସକାଳ ୭ଟା। (441, 647, 576, 679)
city-heading: ଭଦ୍ରକ (152, 241, 183, 253)
diamond-icon: ◆ (831, 556, 839, 566)
zodiac-name: ବିଛା (780, 741, 797, 754)
registration-mark (0, 23, 9, 32)
separator (731, 894, 939, 903)
event-item: • ଯୁବ ଉତ୍ସବ ପ୍ରସ୍ତୁତି ବୈଠକ, ସ୍ଥାନ: ଜିଲ୍ଲା କ୍ରୀଡ଼ା କାର୍ଯ୍ୟାଳୟ, ସମୟ: ଅପରାହ୍ନ ୪ଟା। (585, 148, 720, 180)
zodiac-name: ମୀନ (780, 1077, 798, 1090)
separator (731, 809, 939, 818)
article-paragraph: ତଦନ୍ତକାରୀ ଅଧିକାରୀଙ୍କ ସୂଚନା ଅନୁଯାୟୀ, ଡାକ୍ତର ସୋନି ଗତ ଦୁଇ ବର୍ଷ ଧରି ଏହି ସିରପ୍ ରୋଗୀଙ୍କୁ ଲେଖି ଆସୁଥିଲେ। ଔଷଧ ଦୋକାନୀ ଓ ବିତରକଙ୍କ ସହ ତାଙ୍କର ଗୁପ୍ତ ବୁଝାମଣା ଥିଲା ବୋଲି ଅଭିଯୋଗ ହୋଇଛି। (493, 1032, 601, 1107)
city-heading: ଖୋର୍ଦ୍ଧା (8, 500, 39, 512)
event-item: • ଶ୍ରୀମଦ୍ ଭାଗବତ ସପ୍ତାହ, ସ୍ଥାନ: ଜଗନ୍ନାଥ ମନ୍ଦିର ପରିସର, ସମୟ: ସନ୍ଧ୍ୟା ୬ଟା। (441, 445, 576, 478)
diamond-icon: ◆ (831, 472, 839, 482)
horoscope-entry-body (780, 825, 939, 890)
registration-mark (2, 1487, 11, 1496)
zodiac-text: ନୂତନ ଯୋଜନାରେ ହାତ ଦେବା ପୂର୍ବରୁ ଭଲଭାବେ ଚିନ୍ତା କରନ୍ତୁ। ବନ୍ଧୁ ଓ ସହକର୍ମୀଙ୍କ ସହଯୋଗ ମିଳିବ। ସନ୍ତାନଙ୍କ ସଫଳତାରେ ମନ ଖୁସି ରହିବ। ଅଯଥା ଖର୍ଚ୍ଚକୁ ନିୟନ୍ତ୍ରଣ କରନ୍ତୁ। ଧାର୍ମିକ କାର୍ଯ୍ୟରେ ସମୟ କଟିବ। (780, 334, 939, 385)
article-b-headline (493, 864, 717, 907)
event-item: • ଦୀପାବଳି ବଜାର ଉଦ୍‌ଘାଟନ, ସ୍ଥାନ: ଗାନ୍ଧୀ ଛକ, ସମୟ: ସନ୍ଧ୍ୟା ୫ଟା। (441, 681, 576, 703)
event-item: • ଦୀପାବଳି ବଜାର ଉଦ୍‌ଘାଟନ, ସ୍ଥାନ: ଗାନ୍ଧୀ ଛକ, ସମୟ: ସନ୍ଧ୍ୟା ୫ଟା। (585, 664, 720, 686)
zodiac-12-icon: ♓ (731, 1078, 773, 1120)
event-item: • ପଲ୍ଲୀସଭା, ସ୍ଥାନ: ଗ୍ରାମ ପଞ୍ଚାୟତ କାର୍ଯ୍ୟାଳୟ, ସମୟ: ସକାଳ ୧୦ଟା। (8, 537, 143, 558)
separator (731, 220, 939, 229)
event-item: • ସ୍ୱୟଂ ସହାୟକ ଗୋଷ୍ଠୀ ମେଳା, ସ୍ଥାନ: କୃଷକ ବଜାର ପରିସର, ସମୟ: ସକାଳ ୧୦ଟା। (441, 182, 576, 214)
event-item: • ରକ୍ତଦାନ ଶିବିର, ସ୍ଥାନ: ଜିଲ୍ଲା ମୁଖ୍ୟ ଚିକିତ୍ସାଳୟ, ସମୟ: ସକାଳ ୯ଟା। (296, 513, 432, 535)
event-item: • ଚିତ୍ରକଳା ପ୍ରତିଯୋଗିତା, ସ୍ଥାନ: ସଂସ୍କୃତି ଭବନ, ସମୟ: ଅପରାହ୍ନ ୪ଟା। (296, 670, 432, 692)
event-item: • ଅଙ୍ଗନୱାଡ଼ି କର୍ମୀ ତାଲିମ ଶିବିର, ସ୍ଥାନ: ଶିଶୁ ଭବନ, ସମୟ: ପୂର୍ବାହ୍ନ ୧୦ଟା। (152, 277, 287, 299)
event-item: • ସଂଗୀତ ପ୍ରତିଯୋଗିତା, ସ୍ଥାନ: କଳା ବିକାଶ କେନ୍ଦ୍ର, ସମୟ: ଅପରାହ୍ନ ୫ଟା। (152, 624, 287, 645)
